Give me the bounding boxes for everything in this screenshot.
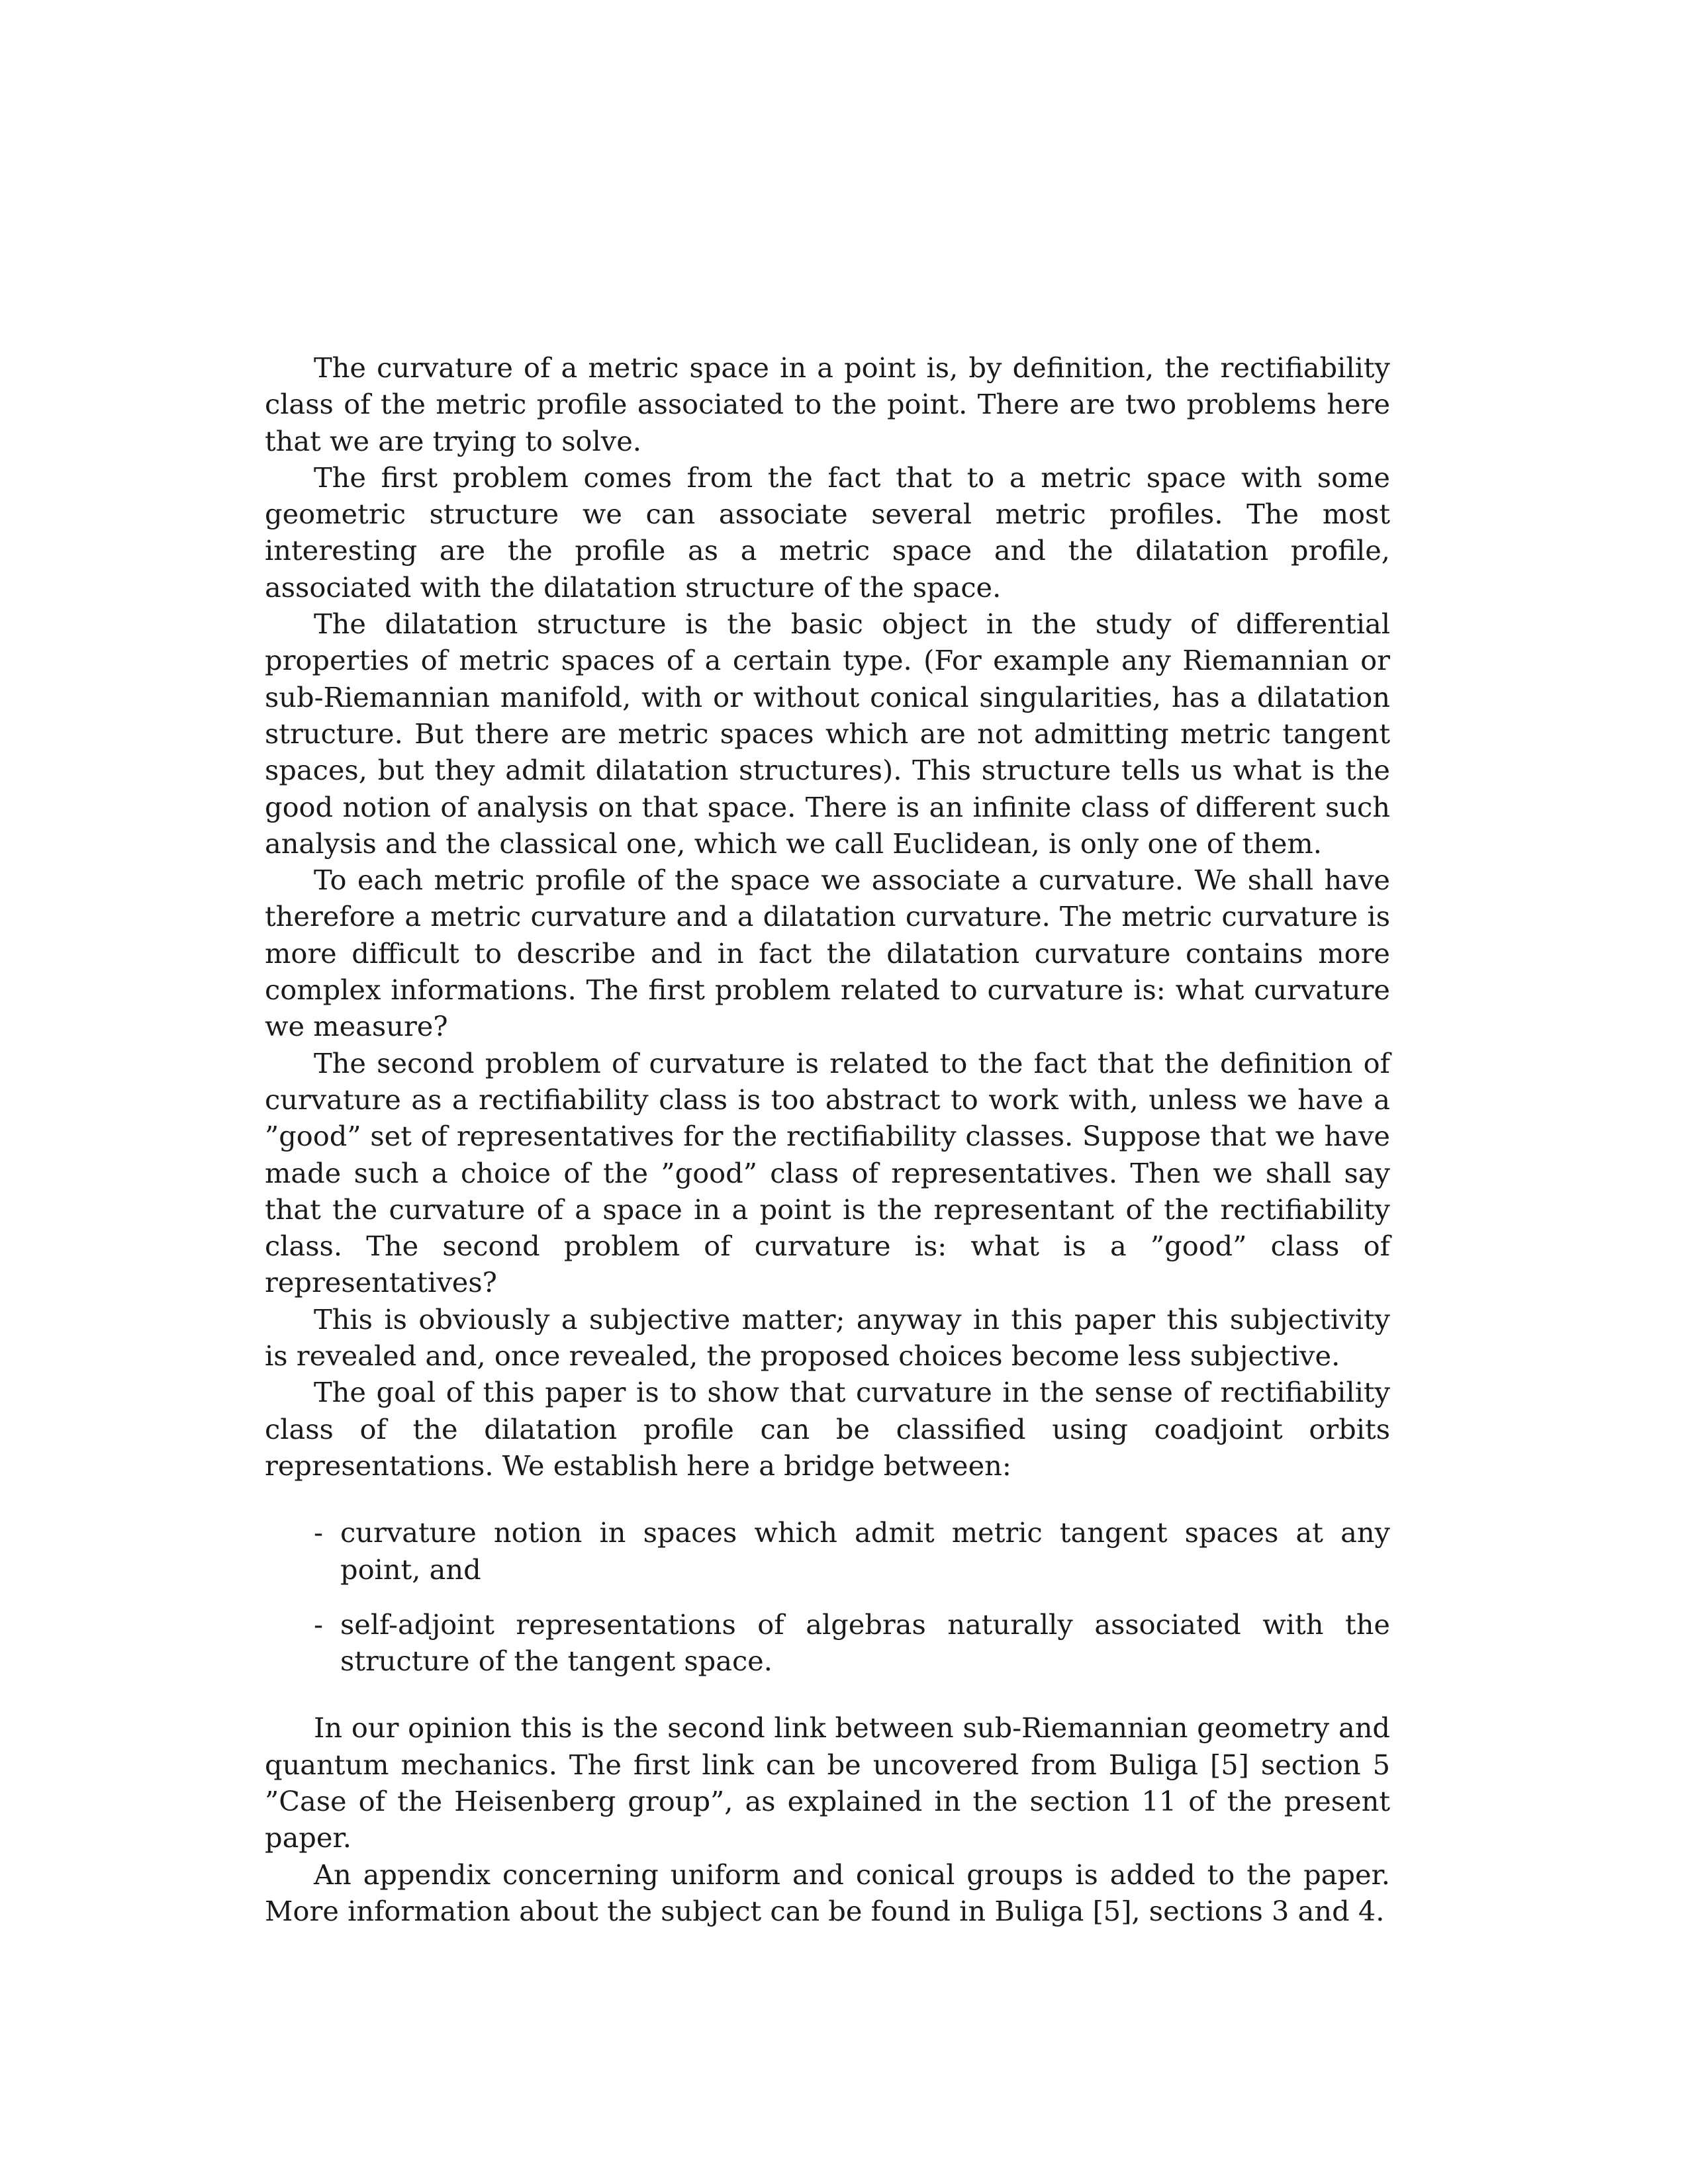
list-item-text: self-adjoint representations of algebras naturally associated with the structure of the tangent space. — [340, 1608, 1390, 1678]
paragraph-first-problem: The first problem comes from the fact that to a metric space with some geometric structure we can associate several metric profiles. The most interesting are the profile as a metric space and the dilatation profile, associated with the dilatation structure of the space. — [265, 461, 1390, 604]
paragraph-subjective-matter: This is obviously a subjective matter; anyway in this paper this subjectivity is revealed and, once revealed, the proposed choices become less subjective. — [265, 1302, 1390, 1373]
paragraph-second-problem: The second problem of curvature is related to the fact that the definition of curvature as a rectifiability class is too abstract to work with, unless we have a ”good” set of representatives for the rectifiability classes. Suppose that we have made such a choice of the ”good” class of representatives. Then we shall say that the curvature of a space in a point is the representant of the rectifiability class. The second problem of curvature is: what is a ”good” class of representatives? — [265, 1046, 1390, 1299]
list-item — [265, 1514, 1390, 1588]
list-item — [265, 1606, 1390, 1680]
paragraph-second-link: In our opinion this is the second link between sub-Riemannian geometry and quantum mechanics. The first link can be uncovered from Buliga [5] section 5 ”Case of the Heisenberg group”, as explained in the section 11 of the present paper. — [265, 1711, 1390, 1854]
paragraph-goal: The goal of this paper is to show that curvature in the sense of rectifiability class of the dilatation profile can be classified using coadjoint orbits representations. We establish here a bridge between: — [265, 1376, 1390, 1482]
list-item-text: curvature notion in spaces which admit metric tangent spaces at any point, and — [340, 1516, 1390, 1586]
bridge-list — [265, 1514, 1390, 1679]
list-marker: - — [314, 1608, 324, 1641]
paragraph-dilatation-structure: The dilatation structure is the basic object in the study of differential properties of metric spaces of a certain type. (For example any Riemannian or sub-Riemannian manifold, with or without conical singularities, has a dilatation structure. But there are metric spaces which are not admitting metric tangent spaces, but they admit dilatation structures). This structure tells us what is the good notion of analysis on that space. There is an infinite class of different such analysis and the classical one, which we call Euclidean, is only one of them. — [265, 608, 1390, 860]
paragraph-appendix: An appendix concerning uniform and conical groups is added to the paper. More information about the subject can be found in Buliga [5], sections 3 and 4. — [265, 1858, 1390, 1927]
page-body — [265, 349, 1390, 1929]
paragraph-metric-profile-curvature: To each metric profile of the space we associate a curvature. We shall have therefore a metric curvature and a dilatation curvature. The metric curvature is more difficult to describe and in fact the dilatation curvature contains more complex informations. The first problem related to curvature is: what curvature we measure? — [265, 864, 1390, 1043]
list-marker: - — [314, 1516, 324, 1549]
paragraph-curvature-definition: The curvature of a metric space in a point is, by definition, the rectifiability class of the metric profile associated to the point. There are two problems here that we are trying to solve. — [265, 351, 1390, 457]
